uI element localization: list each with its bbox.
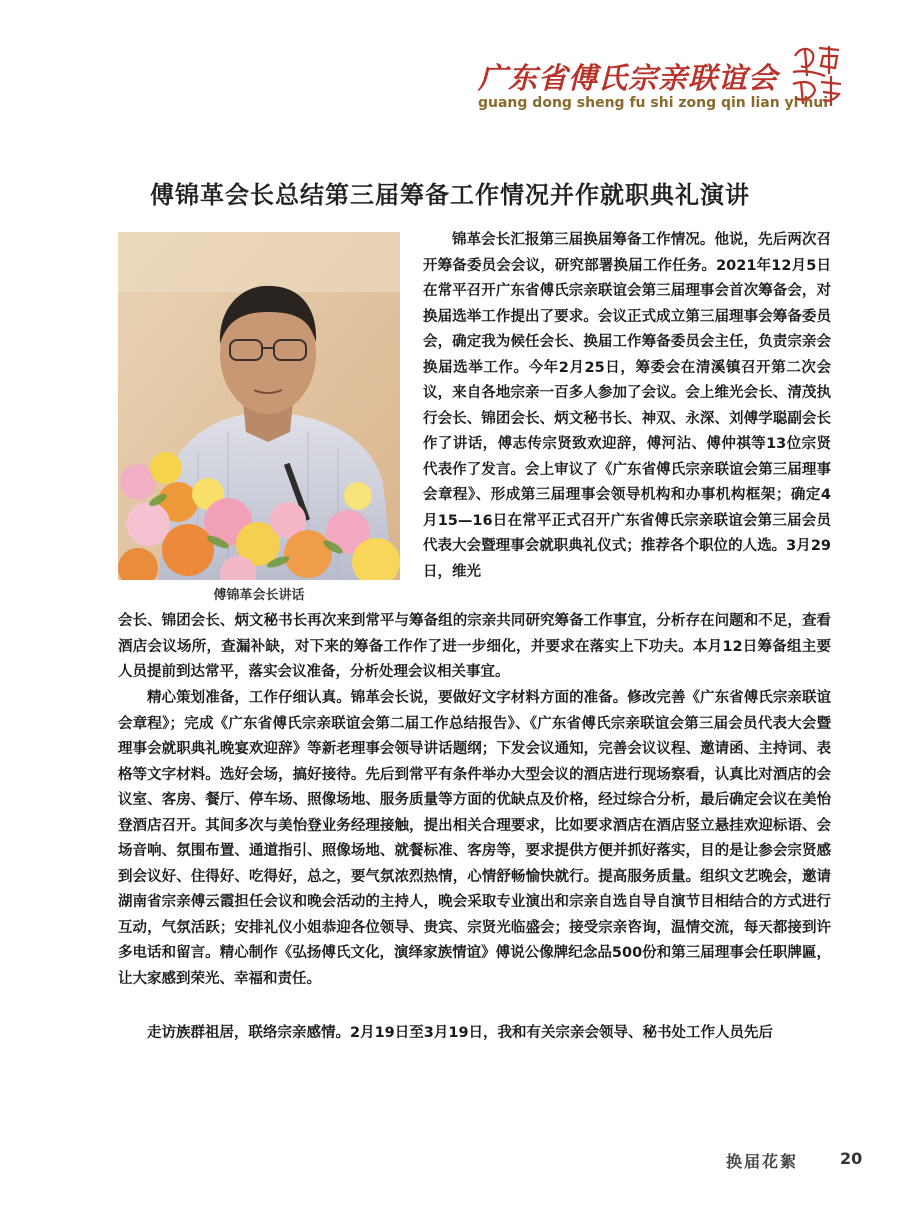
page-number: 20: [840, 1149, 863, 1168]
org-title: 广东省傅氏宗亲联谊会: [478, 61, 779, 95]
seal-logo-icon: [785, 42, 847, 108]
paragraph-1-column: 锦革会长汇报第三届换届筹备工作情况。他说，先后两次召开筹备委员会会议，研究部署换届工作任务。2021年12月5日在常平召开广东省傅氏宗亲联谊会第三届理事会首次筹备会，对换届选举工作提出了要求。会议正式成立第三届理事会筹备委员会，确定我为候任会长、换届工作筹备委员会主任，负责宗亲会换届选举工作。今年2月25日，筹委会在清溪镇召开第二次会议，来自各地宗亲一百多人参加了会议。会上维光会长、清茂执行会长、锦团会长、炳文秘书长、神双、永深、刘傅学聪副会长作了讲话，傅志传宗贤致欢迎辞，傅河沾、傅仲祺等13位宗贤代表作了发言。会上审议了《广东省傅氏宗亲联谊会第三届理事会章程》、形成第三届理事会领导机构和办事机构框架；确定4月15—16日在常平正式召开广东省傅氏宗亲联谊会第三届会员代表大会暨理事会就职典礼仪式；推荐各个职位的人选。3月29日，维光: [423, 232, 831, 580]
org-pinyin: guang dong sheng fu shi zong qin lian yi hui: [478, 95, 829, 111]
paragraph-1-continued: 会长、锦团会长、炳文秘书长再次来到常平与筹备组的宗亲共同研究筹备工作事宜，分析存在问题和不足，查看酒店会议场所，查漏补缺，对下来的筹备工作作了进一步细化，并要求在落实上下功夫。本月12日筹备组主要人员提前到达常平，落实会议准备，分析处理会议相关事宜。: [118, 613, 831, 680]
paragraph-2: 精心策划准备，工作仔细认真。锦革会长说，要做好文字材料方面的准备。修改完善《广东省傅氏宗亲联谊会章程》；完成《广东省傅氏宗亲联谊会第二届工作总结报告》、《广东省傅氏宗亲联谊会第三届会员代表大会暨理事会就职典礼晚宴欢迎辞》等新老理事会领导讲话题纲；下发会议通知，完善会议议程、邀请函、主持词、表格等文字材料。选好会场，搞好接待。先后到常平有条件举办大型会议的酒店进行现场察看，认真比对酒店的会议室、客房、餐厅、停车场、照像场地、服务质量等方面的优缺点及价格，经过综合分析，最后确定会议在美怡登酒店召开。其间多次与美怡登业务经理接触，提出相关合理要求，比如要求酒店在酒店竖立悬挂欢迎标语、会场音响、氛围布置、通道指引、照像场地、就餐标准、客房等，要求提供方便并抓好落实，目的是让参会宗贤感到会议好、住得好、吃得好，总之，要气氛浓烈热情，心情舒畅愉快就行。提高服务质量。组织文艺晚会，邀请湖南省宗亲傅云霞担任会议和晚会活动的主持人，晚会采取专业演出和宗亲自选自导自演节目相结合的方式进行互动，气氛活跃；安排礼仪小姐恭迎各位领导、贵宾、宗贤光临盛会；接受宗亲咨询，温情交流，每天都接到许多电话和留言。精心制作《弘扬傅氏文化，演绎家族情谊》傅说公像牌纪念品500份和第三届理事会任职牌匾，让大家感到荣光、幸福和责任。: [118, 690, 831, 987]
paragraph-3: 走访族群祖居，联络宗亲感情。2月19日至3月19日，我和有关宗亲会领导、秘书处工作人员先后: [147, 1025, 774, 1041]
speaker-photo: [118, 232, 400, 580]
section-name: 换届花絮: [726, 1152, 799, 1171]
photo-caption: 傅锦革会长讲话: [213, 588, 305, 603]
article-title: 傅锦革会长总结第三届筹备工作情况并作就职典礼演讲: [150, 181, 750, 209]
